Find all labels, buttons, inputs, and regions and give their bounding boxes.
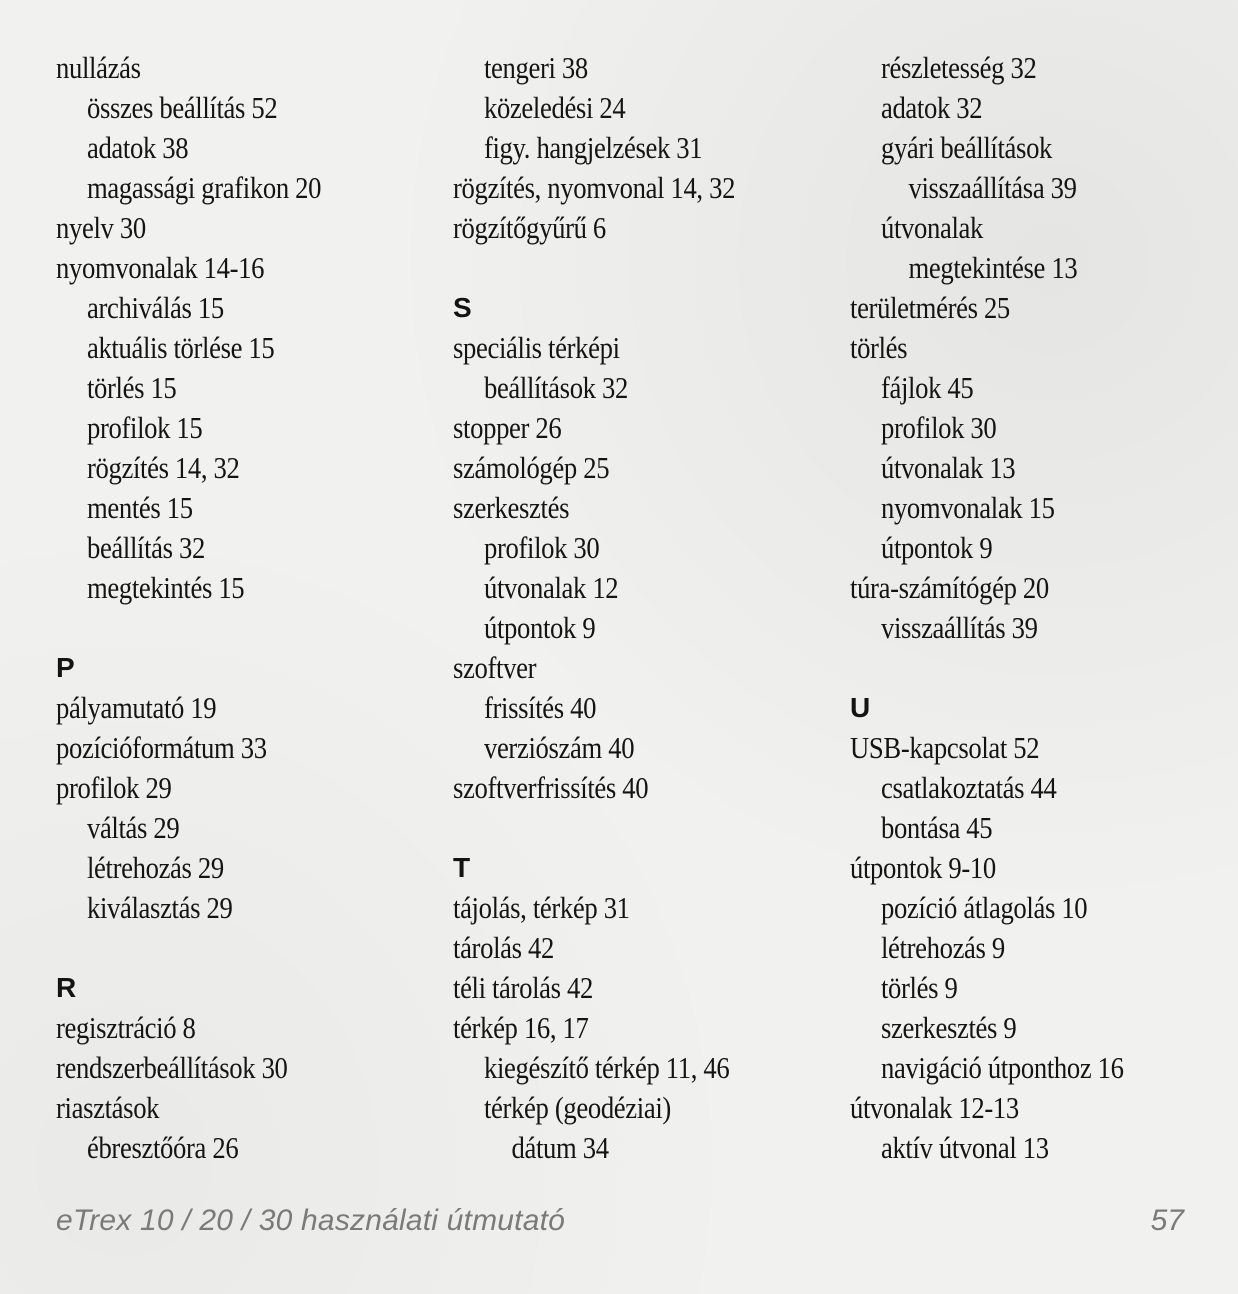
index-entry: szoftverfrissítés 40 [453,770,649,805]
index-entry: nullázás [56,50,141,85]
index-subentry: közeledési 24 [483,90,626,125]
index-subentry: aktuális törlése 15 [86,330,275,365]
index-entry: nyomvonalak 14-16 [56,250,265,285]
index-subentry: útvonalak [880,210,984,245]
index-subentry: dátum 34 [511,1130,609,1165]
index-subentry: ébresztőóra 26 [86,1130,239,1165]
index-subentry: adatok 38 [86,130,189,165]
index-entry: riasztások [56,1090,160,1125]
index-subentry: törlés 9 [880,970,958,1005]
index-subentry: megtekintés 15 [86,570,245,605]
index-entry: számológép 25 [453,450,610,485]
index-entry: stopper 26 [453,410,562,445]
index-spacer [56,928,436,968]
index-subentry: rögzítés 14, 32 [86,450,240,485]
index-subentry: verziószám 40 [483,730,635,765]
index-column-2 [453,48,833,1168]
index-subentry: nyomvonalak 15 [880,490,1055,525]
index-subentry: mentés 15 [86,490,193,525]
index-subentry: visszaállítás 39 [880,610,1038,645]
index-entry: profilok 29 [56,770,172,805]
index-subentry: összes beállítás 52 [86,90,278,125]
index-subentry: aktív útvonal 13 [880,1130,1049,1165]
index-entry: túra-számítógép 20 [850,570,1049,605]
index-letter-heading: R [56,972,77,1003]
index-subentry: profilok 30 [880,410,997,445]
index-subentry: navigáció útponthoz 16 [880,1050,1124,1085]
index-entry: rögzítés, nyomvonal 14, 32 [453,170,736,205]
index-subentry: tengeri 38 [483,50,588,85]
index-subentry: bontása 45 [880,810,993,845]
index-column-1 [56,48,436,1168]
index-letter-heading: S [453,292,472,323]
index-subentry: visszaállítása 39 [908,170,1077,205]
index-subentry: frissítés 40 [483,690,597,725]
index-subentry: pozíció átlagolás 10 [880,890,1088,925]
index-entry: rendszerbeállítások 30 [56,1050,288,1085]
index-subentry: útvonalak 13 [880,450,1016,485]
index-subentry: kiegészítő térkép 11, 46 [483,1050,730,1085]
index-subentry: beállítások 32 [483,370,628,405]
index-entry: nyelv 30 [56,210,146,245]
index-letter-heading: P [56,652,75,683]
index-entry: speciális térképi [453,330,620,365]
index-entry: szoftver [453,650,537,685]
index-subentry: létrehozás 9 [880,930,1005,965]
index-entry: útpontok 9-10 [850,850,996,885]
index-subentry: adatok 32 [880,90,983,125]
index-letter-heading: T [453,852,471,883]
index-entry: térkép 16, 17 [453,1010,589,1045]
index-letter-heading: U [850,692,871,723]
index-subentry: szerkesztés 9 [880,1010,1017,1045]
index-entry: USB-kapcsolat 52 [850,730,1040,765]
index-subentry: útvonalak 12 [483,570,619,605]
index-entry: téli tárolás 42 [453,970,593,1005]
index-subentry: váltás 29 [86,810,180,845]
index-subentry: magassági grafikon 20 [86,170,322,205]
index-subentry: profilok 30 [483,530,600,565]
index-subentry: fájlok 45 [880,370,974,405]
index-entry: tájolás, térkép 31 [453,890,630,925]
index-entry: szerkesztés [453,490,570,525]
index-subentry: gyári beállítások [880,130,1053,165]
index-subentry: archiválás 15 [86,290,224,325]
index-entry: rögzítőgyűrű 6 [453,210,606,245]
index-subentry: kiválasztás 29 [86,890,233,925]
index-entry: törlés [850,330,908,365]
index-subentry: törlés 15 [86,370,177,405]
index-entry: útvonalak 12-13 [850,1090,1019,1125]
index-subentry: útpontok 9 [880,530,993,565]
index-subentry: létrehozás 29 [86,850,224,885]
index-subentry: útpontok 9 [483,610,596,645]
index-entry: pozícióformátum 33 [56,730,267,765]
footer-manual-title: eTrex 10 / 20 / 30 használati útmutató [56,1204,566,1237]
index-subentry: csatlakoztatás 44 [880,770,1057,805]
index-spacer [850,648,1230,688]
index-subentry: beállítás 32 [86,530,205,565]
footer-page-number: 57 [1150,1204,1184,1237]
index-entry: területmérés 25 [850,290,1010,325]
index-spacer [453,248,833,288]
index-spacer [453,808,833,848]
index-subentry: profilok 15 [86,410,203,445]
index-entry: pályamutató 19 [56,690,217,725]
index-spacer [56,608,436,648]
index-subentry: részletesség 32 [880,50,1037,85]
index-entry: tárolás 42 [453,930,554,965]
index-subentry: térkép (geodéziai) [483,1090,671,1125]
index-subentry: figy. hangjelzések 31 [483,130,703,165]
index-subentry: megtekintése 13 [908,250,1078,285]
index-entry: regisztráció 8 [56,1010,196,1045]
index-column-3 [850,48,1230,1168]
